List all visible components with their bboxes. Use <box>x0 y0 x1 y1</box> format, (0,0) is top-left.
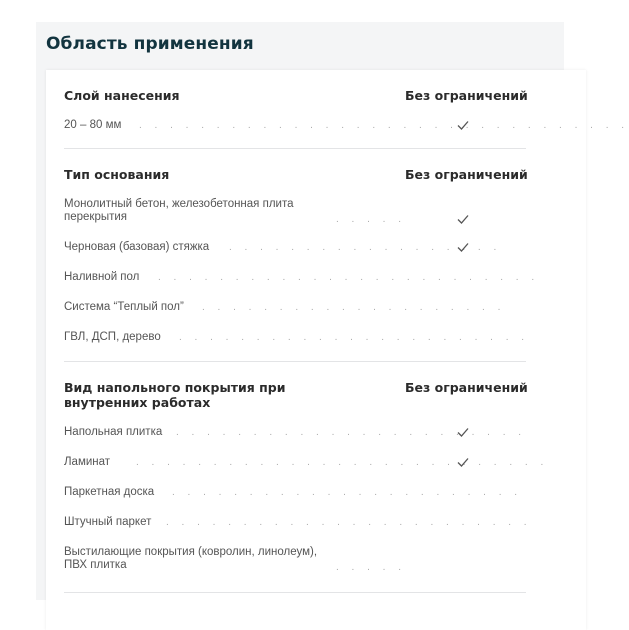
section-heading: Тип основания <box>64 167 170 182</box>
section-heading: Слой нанесения <box>64 88 180 103</box>
application-area-panel <box>36 22 629 600</box>
list-item <box>46 426 586 450</box>
check-icon <box>456 240 470 254</box>
leader-dots: . . . . . <box>336 562 407 573</box>
row-label: 20 – 80 мм <box>64 119 122 131</box>
section-title: Область применения <box>46 34 254 54</box>
check-icon <box>456 118 470 132</box>
leader-dots: . . . . . . . . . . . . . . . . . . . . . . . . . . . . . . . . <box>139 120 629 131</box>
leader-dots: . . . . . . . . . . . . . . . . . . . . . . . . . <box>158 272 540 283</box>
leader-dots: . . . . . . . . . . . . . . . . . . . . . . . <box>179 332 530 343</box>
row-label: Напольная плитка <box>64 426 163 438</box>
row-label: Монолитный бетон, железобетонная плита перекрытия <box>64 198 294 223</box>
list-item <box>46 516 586 540</box>
section-heading: Вид напольного покрытия при внутренних работах <box>64 380 286 410</box>
row-label: Штучный паркет <box>64 516 152 528</box>
list-item <box>46 486 586 510</box>
list-item <box>46 271 586 295</box>
list-item <box>46 198 586 228</box>
column-label: Без ограничений <box>405 167 528 182</box>
leader-dots: . . . . . . . . . . . . . . . . . . . . . . . <box>176 427 527 438</box>
leader-dots: . . . . . . . . . . . . . . . . . . . . . . . . . . . <box>136 457 549 468</box>
list-item <box>46 241 586 265</box>
leader-dots: . . . . . . . . . . . . . . . . . . . . <box>202 302 506 313</box>
list-item <box>46 456 586 480</box>
check-icon <box>456 212 470 226</box>
column-label: Без ограничений <box>405 88 528 103</box>
list-item <box>46 119 629 143</box>
row-label: Черновая (базовая) стяжка <box>64 241 210 253</box>
leader-dots: . . . . . . . . . . . . . . . . . . . . . . . . <box>166 517 532 528</box>
check-icon <box>456 455 470 469</box>
leader-dots: . . . . . . . . . . . . . . . . . . <box>229 242 502 253</box>
row-label: Наливной пол <box>64 271 140 283</box>
row-label: Ламинат <box>64 456 111 468</box>
row-label: Система “Теплый пол” <box>64 301 184 313</box>
row-label: ГВЛ, ДСП, дерево <box>64 331 161 343</box>
list-item <box>46 331 586 355</box>
row-label: Паркетная доска <box>64 486 155 498</box>
application-card <box>46 70 629 630</box>
divider <box>64 592 526 593</box>
row-label: Выстилающие покрытия (ковролин, линолеум), ПВХ плитка <box>64 546 318 571</box>
leader-dots: . . . . . <box>336 214 407 225</box>
divider <box>64 148 526 149</box>
check-icon <box>456 425 470 439</box>
list-item <box>46 301 586 325</box>
leader-dots: . . . . . . . . . . . . . . . . . . . . . . . <box>172 487 523 498</box>
list-item <box>46 546 586 576</box>
divider <box>64 361 526 362</box>
column-label: Без ограничений <box>405 380 528 395</box>
